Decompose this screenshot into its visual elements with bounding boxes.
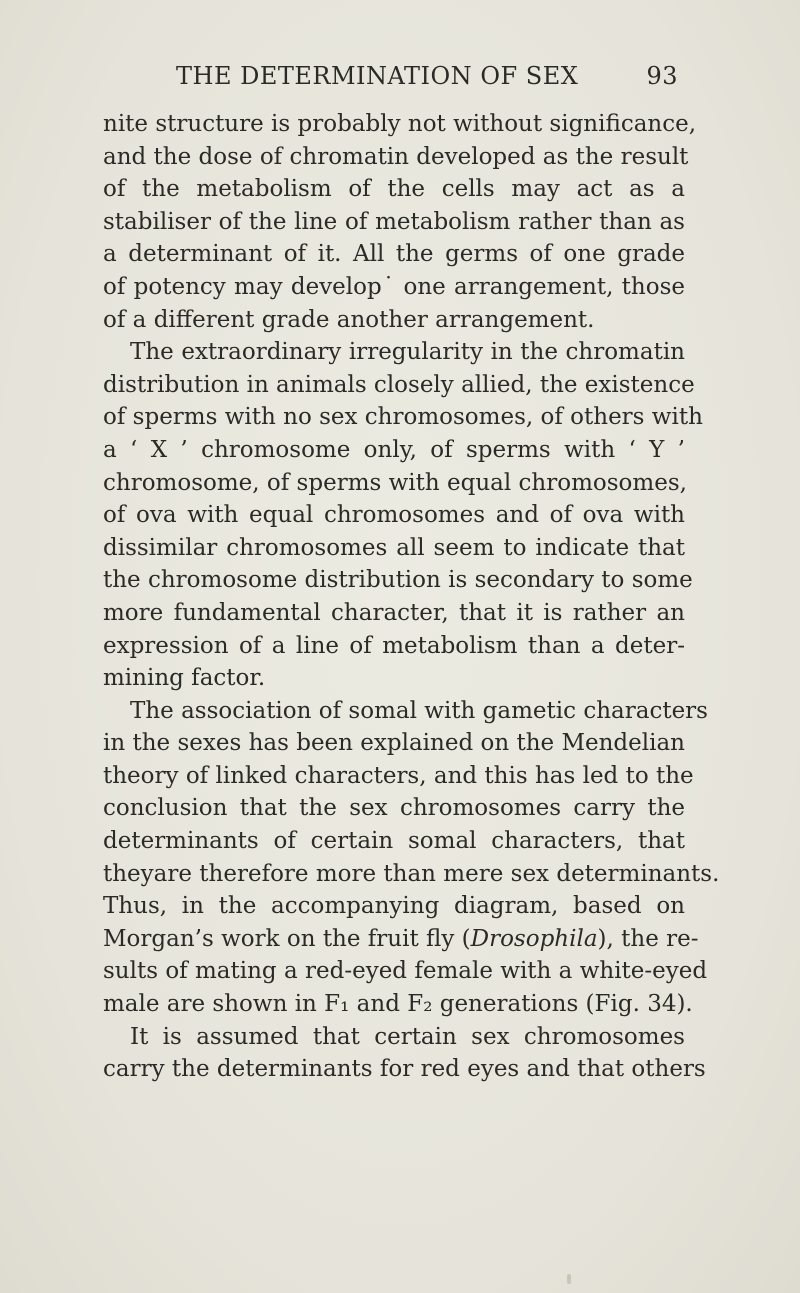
text-line: of ova with equal chromosomes and of ova with xyxy=(103,502,685,529)
paper-blemish xyxy=(567,1274,571,1284)
body-text xyxy=(103,108,720,1086)
text-line: of sperms with no sex chromosomes, of others with xyxy=(103,404,703,431)
text-line: the chromosome distribution is secondary to some xyxy=(103,567,693,594)
text-line-with-italic-term: Morgan’s work on the fruit fly (Drosophila), the re- xyxy=(103,925,699,952)
text-line: chromosome, of sperms with equal chromosomes, xyxy=(103,469,687,496)
text-line: a ‘ X ’ chromosome only, of sperms with ‘ Y ’ xyxy=(103,436,685,463)
text-line: a determinant of it. All the germs of one grade xyxy=(103,241,685,268)
text-line: carry the determinants for red eyes and that others xyxy=(103,1056,706,1083)
text-line: dissimilar chromosomes all seem to indicate that xyxy=(103,534,685,561)
text-line: nite structure is probably not without significance, xyxy=(103,111,697,137)
text-line: distribution in animals closely allied, the existence xyxy=(103,371,695,398)
text-line: in the sexes has been explained on the Mendelian xyxy=(103,730,685,757)
running-header xyxy=(176,62,678,98)
paragraph-last-line: of a different grade another arrangement. xyxy=(103,306,595,333)
text-line: expression of a line of metabolism than a deter- xyxy=(103,632,685,659)
running-header-title: THE DETERMINATION OF SEX xyxy=(176,62,579,90)
text-line: Thus, in the accompanying diagram, based on xyxy=(103,893,685,920)
italic-genus-name: Drosophila xyxy=(470,925,598,952)
text-line: of potency may develop˙ one arrangement, those xyxy=(103,273,685,300)
paragraph-first-line: The association of somal with gametic characters xyxy=(130,697,708,724)
text-line: and the dose of chromatin developed as the result xyxy=(103,143,689,170)
text-line: sults of mating a red-eyed female with a white-eyed xyxy=(103,958,708,985)
page-number: 93 xyxy=(646,62,678,90)
paragraph-last-line: mining factor. xyxy=(103,665,266,692)
text-line: more fundamental character, that it is rather an xyxy=(103,599,685,626)
text-line: It is assumed that certain sex chromosomes xyxy=(130,1023,685,1050)
text-line: stabiliser of the line of metabolism rather than as xyxy=(103,208,685,235)
text-line: of the metabolism of the cells may act as a xyxy=(103,176,685,203)
text-line: conclusion that the sex chromosomes carry the xyxy=(103,795,685,822)
text-line: theory of linked characters, and this has led to the xyxy=(103,762,694,789)
paragraph-first-line: The extraordinary irregularity in the chromatin xyxy=(130,339,685,366)
text-line: theyare therefore more than mere sex determinants. xyxy=(103,860,720,887)
text-line: male are shown in F₁ and F₂ generations (Fig. 34). xyxy=(103,991,693,1018)
text-line: determinants of certain somal characters, that xyxy=(103,828,685,855)
